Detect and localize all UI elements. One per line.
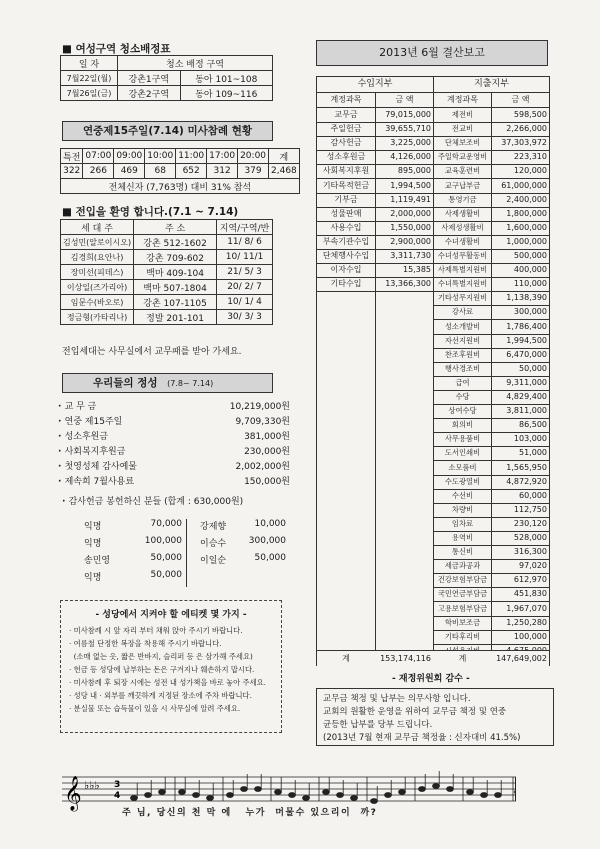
expense-amount: 1,786,400 bbox=[492, 320, 549, 335]
total-row bbox=[317, 650, 549, 666]
expense-total-label: 계 bbox=[458, 654, 467, 663]
offering-item: · 연중 제15주일 9,709,330원 bbox=[58, 415, 290, 430]
donor-row bbox=[78, 570, 182, 585]
cleaning-date: 7월26일(금) bbox=[61, 86, 118, 101]
committee-line: (2013년 7월 현재 교무금 책정율 : 신자대비 41.5%) bbox=[323, 733, 521, 743]
mass-header: 09:00 bbox=[114, 149, 145, 164]
income-account: 부속기관수입 bbox=[317, 235, 375, 250]
newcomer-name: 정금형(카타리나) bbox=[61, 310, 134, 325]
offering-value: 150,000원 bbox=[244, 477, 290, 487]
table-row bbox=[61, 310, 273, 325]
expense-account: 사제성생활비 bbox=[434, 221, 491, 236]
expense-account: 행사경조비 bbox=[434, 362, 491, 377]
cleaning-area: 강촌1구역 bbox=[118, 71, 181, 86]
expense-amount: 50,000 bbox=[492, 362, 549, 377]
income-account: 교무금 bbox=[317, 108, 375, 123]
expense-amount: 60,000 bbox=[492, 489, 549, 504]
note-head bbox=[385, 793, 392, 798]
col-header: 계정과목 bbox=[447, 95, 478, 104]
income-account: 주일헌금 bbox=[317, 122, 375, 137]
note-head bbox=[433, 784, 440, 789]
expense-amount: 2,266,000 bbox=[492, 122, 549, 137]
expense-amount: 451,830 bbox=[492, 587, 549, 602]
newcomers-header: 세 대 주 bbox=[61, 220, 134, 235]
income-amount: 15,385 bbox=[375, 263, 433, 278]
donation-title: · 감사헌금 봉헌하신 분들 (합계 : 630,000원) bbox=[62, 497, 244, 507]
newcomers-title: ■ 전입을 환영 합니다.(7.1 ~ 7.14) bbox=[62, 206, 239, 218]
offering-label: 연중 제15주일 bbox=[64, 417, 123, 427]
offering-value: 10,219,000원 bbox=[229, 402, 290, 412]
expense-amount: 612,970 bbox=[492, 573, 549, 588]
expense-amount: 1,138,390 bbox=[492, 291, 549, 306]
expense-amount: 37,303,972 bbox=[492, 136, 549, 151]
income-account: 기타목적헌금 bbox=[317, 179, 375, 194]
offering-item: · 교 무 금 10,219,000원 bbox=[58, 400, 290, 415]
expense-amount: 4,872,920 bbox=[492, 475, 549, 490]
expense-account: 수도광열비 bbox=[434, 475, 491, 490]
expense-account: 임차료 bbox=[434, 517, 491, 532]
expense-account: 기타후리비 bbox=[434, 630, 491, 645]
offering-label: 사회복지후원금 bbox=[64, 447, 126, 457]
note-head bbox=[179, 790, 186, 795]
mass-header: 계 bbox=[269, 149, 300, 164]
cleaning-table bbox=[60, 55, 273, 101]
etiquette-box bbox=[60, 600, 282, 733]
cleaning-building: 동아 101~108 bbox=[180, 71, 272, 86]
expense-account: 기타성무지원비 bbox=[434, 291, 491, 306]
table-row bbox=[61, 71, 273, 86]
cleaning-title: ■ 여성구역 청소배정표 bbox=[62, 43, 171, 55]
expense-amount: 9,311,000 bbox=[492, 376, 549, 391]
income-amount: 39,655,710 bbox=[375, 122, 433, 137]
mass-value: 652 bbox=[176, 164, 207, 179]
expense-account: 수당 bbox=[434, 390, 491, 405]
donor-amount: 100,000 bbox=[144, 536, 182, 546]
newcomers-note: 전입세대는 사무실에서 교무패를 받아 가세요. bbox=[62, 347, 242, 357]
income-account: 기타수입 bbox=[317, 277, 375, 292]
income-total: 153,174,116 bbox=[380, 654, 431, 663]
etiquette-title: - 성당에서 지켜야 할 에티켓 몇 가지 - bbox=[95, 610, 247, 620]
mass-note: 전체신자 (7,763명) 대비 31% 참석 bbox=[61, 179, 300, 194]
note-head bbox=[351, 796, 358, 801]
offerings-title: 우리들의 정성 bbox=[93, 377, 158, 389]
income-amount: 895,000 bbox=[375, 164, 433, 179]
expense-amount: 598,500 bbox=[492, 108, 549, 123]
newcomer-address: 강촌 512-1602 bbox=[134, 235, 217, 250]
expense-account: 수선비 bbox=[434, 489, 491, 504]
offering-value: 2,002,000원 bbox=[235, 462, 290, 472]
offering-value: 9,709,330원 bbox=[235, 417, 290, 427]
income-amount: 2,900,000 bbox=[375, 235, 433, 250]
donors-divider bbox=[186, 519, 187, 587]
income-amount: 3,225,000 bbox=[375, 136, 433, 151]
cleaning-date: 7월22일(월) bbox=[61, 71, 118, 86]
expense-amount: 86,500 bbox=[492, 418, 549, 433]
newcomers-header: 주 소 bbox=[134, 220, 217, 235]
table-row bbox=[61, 235, 273, 250]
income-account: 사회복지후원 bbox=[317, 164, 375, 179]
flat-icon: ♭♭♭ bbox=[84, 779, 100, 792]
table-row bbox=[61, 86, 273, 101]
newcomer-area: 30/ 3/ 3 bbox=[217, 310, 273, 325]
income-account: 기부금 bbox=[317, 193, 375, 208]
expense-amount: 3,811,000 bbox=[492, 404, 549, 419]
newcomer-name: 이상일(즈가리아) bbox=[61, 280, 134, 295]
donor-amount: 10,000 bbox=[254, 519, 286, 529]
note-head bbox=[207, 796, 214, 801]
offering-label: 성소후원금 bbox=[64, 432, 109, 442]
donor-amount: 50,000 bbox=[150, 553, 182, 563]
expense-account: 사제생활비 bbox=[434, 207, 491, 222]
donors-list bbox=[78, 519, 286, 587]
expense-amount: 1,600,000 bbox=[492, 221, 549, 236]
expense-account: 소모품비 bbox=[434, 461, 491, 476]
newcomer-address: 백마 409-104 bbox=[134, 265, 217, 280]
col-header: 금 액 bbox=[511, 95, 530, 104]
donor-name: 익명 bbox=[84, 539, 102, 549]
lyrics: 주 님, 당신의 천 막 에 누가 머물수 있으리이 까? bbox=[122, 808, 378, 818]
finance-title: 2013년 6월 결산보고 bbox=[316, 40, 548, 66]
mass-value: 322 bbox=[61, 164, 83, 179]
expense-amount: 120,000 bbox=[492, 164, 549, 179]
notes bbox=[131, 771, 516, 803]
expense-account: 주일학교운영비 bbox=[434, 150, 491, 165]
income-account: 이자수입 bbox=[317, 263, 375, 278]
note-head bbox=[323, 790, 330, 795]
income-account: 성소후원금 bbox=[317, 150, 375, 165]
expense-account: 수녀생활비 bbox=[434, 235, 491, 250]
newcomer-address: 정발 201-101 bbox=[134, 310, 217, 325]
expense-account: 강사료 bbox=[434, 305, 491, 320]
cleaning-area: 강촌2구역 bbox=[118, 86, 181, 101]
expense-amount: 4,829,400 bbox=[492, 390, 549, 405]
mass-value: 68 bbox=[145, 164, 176, 179]
income-account: 단체행사수입 bbox=[317, 249, 375, 264]
newcomer-address: 백마 507-1804 bbox=[134, 280, 217, 295]
etiquette-item: · 미사참례 시 앞 자리 부터 채워 앉아 주시기 바랍니다. bbox=[69, 626, 243, 635]
expense-account: 국민연금부담금 bbox=[434, 587, 491, 602]
offering-label: 교 무 금 bbox=[64, 402, 97, 412]
donor-row bbox=[78, 553, 182, 568]
treble-clef-icon: 𝄞 bbox=[64, 776, 82, 811]
donor-name: 이승수 bbox=[200, 539, 227, 549]
mass-value: 312 bbox=[207, 164, 238, 179]
newcomer-address: 강촌 107-1105 bbox=[134, 295, 217, 310]
note-head bbox=[467, 790, 474, 795]
committee-title: - 재정위원회 감수 - bbox=[392, 674, 470, 684]
expense-account: 통영기금 bbox=[434, 193, 491, 208]
note-head bbox=[337, 793, 344, 798]
note-head bbox=[481, 793, 488, 798]
note-head bbox=[399, 790, 406, 795]
note-head bbox=[193, 793, 200, 798]
note-head bbox=[145, 793, 152, 798]
newcomers-header: 지역/구역/반 bbox=[217, 220, 273, 235]
committee-line: 균등한 납부를 당부 드립니다. bbox=[323, 720, 433, 730]
offerings-period: (7.8~ 7.14) bbox=[167, 379, 214, 388]
expense-amount: 1,565,950 bbox=[492, 461, 549, 476]
income-amount: 1,119,491 bbox=[375, 193, 433, 208]
cleaning-header: 일 자 bbox=[61, 56, 118, 71]
expense-amount: 6,470,000 bbox=[492, 348, 549, 363]
note-head bbox=[447, 787, 454, 792]
offering-item: · 제속희 7월사용료 150,000원 bbox=[58, 475, 290, 490]
donor-row bbox=[194, 553, 286, 568]
svg-text:4: 4 bbox=[114, 791, 121, 801]
income-amount: 2,000,000 bbox=[375, 207, 433, 222]
expense-account: 자선지원비 bbox=[434, 334, 491, 349]
committee-line: 교회의 원활한 운영을 위하여 교무금 책정 및 연중 bbox=[323, 707, 507, 717]
expense-amount: 1,800,000 bbox=[492, 207, 549, 222]
income-header: 수입지부 bbox=[317, 77, 433, 93]
mass-value: 379 bbox=[238, 164, 269, 179]
expense-amount: 2,400,000 bbox=[492, 193, 549, 208]
cleaning-header: 청소 배정 구역 bbox=[118, 56, 273, 71]
offering-item: · 첫영성체 감사예물 2,002,000원 bbox=[58, 460, 290, 475]
mass-value: 266 bbox=[83, 164, 114, 179]
time-signature-icon: 3 bbox=[114, 780, 121, 790]
income-account: 사용수입 bbox=[317, 221, 375, 236]
expense-amount: 61,000,000 bbox=[492, 179, 549, 194]
expense-account: 학비보조금 bbox=[434, 616, 491, 631]
newcomer-address: 강촌 709-602 bbox=[134, 250, 217, 265]
expense-account: 사제특별지원비 bbox=[434, 263, 491, 278]
donor-name: 익명 bbox=[84, 573, 102, 583]
newcomer-name: 임문수(바오로) bbox=[61, 295, 134, 310]
expense-account: 교육훈련비 bbox=[434, 164, 491, 179]
offering-item: · 사회복지후원금 230,000원 bbox=[58, 445, 290, 460]
note-head bbox=[159, 790, 166, 795]
mass-header: 특전 bbox=[61, 149, 83, 164]
expense-amount: 230,120 bbox=[492, 517, 549, 532]
expense-account: 성소개발비 bbox=[434, 320, 491, 335]
note-head bbox=[419, 787, 426, 792]
donation-title-text: 감사헌금 봉헌하신 분들 (합계 : 630,000원) bbox=[68, 497, 244, 507]
newcomers-table bbox=[60, 219, 273, 325]
income-account: 감사헌금 bbox=[317, 136, 375, 151]
table-row bbox=[61, 250, 273, 265]
offering-label: 제속희 7월사용료 bbox=[64, 477, 135, 487]
expense-amount: 300,000 bbox=[492, 305, 549, 320]
expense-account: 사무용품비 bbox=[434, 432, 491, 447]
newcomer-name: 장미선(피데스) bbox=[61, 265, 134, 280]
table-row bbox=[61, 295, 273, 310]
expense-account: 교구납부금 bbox=[434, 179, 491, 194]
expense-account: 수녀특별지원비 bbox=[434, 277, 491, 292]
expense-account: 건강보험부담금 bbox=[434, 573, 491, 588]
income-total-label: 계 bbox=[342, 654, 350, 663]
expense-account: 용역비 bbox=[434, 531, 491, 546]
expense-amount: 1,967,070 bbox=[492, 602, 549, 617]
donor-row bbox=[194, 519, 286, 534]
income-account: 성물판매 bbox=[317, 207, 375, 222]
mass-header: 20:00 bbox=[238, 149, 269, 164]
note-head bbox=[371, 799, 378, 804]
expense-account: 회의비 bbox=[434, 418, 491, 433]
expense-amount: 110,000 bbox=[492, 277, 549, 292]
newcomer-area: 20/ 2/ 7 bbox=[217, 280, 273, 295]
expense-account: 찬조후원비 bbox=[434, 348, 491, 363]
table-row bbox=[61, 265, 273, 280]
income-amount: 3,311,730 bbox=[375, 249, 433, 264]
donor-row bbox=[78, 519, 182, 534]
income-amount: 1,994,500 bbox=[375, 179, 433, 194]
note-head bbox=[131, 796, 138, 801]
newcomer-area: 21/ 5/ 3 bbox=[217, 265, 273, 280]
expense-account: 도서인쇄비 bbox=[434, 446, 491, 461]
donor-amount: 50,000 bbox=[254, 553, 286, 563]
income-amount: 13,366,300 bbox=[375, 277, 433, 292]
cleaning-building: 동아 109~116 bbox=[180, 86, 272, 101]
newcomer-name: 김경희(요안나) bbox=[61, 250, 134, 265]
expense-amount: 223,310 bbox=[492, 150, 549, 165]
committee-line: 교무금 책정 및 납부는 의무사항 입니다. bbox=[323, 694, 471, 704]
expense-header: 지출지부 bbox=[434, 77, 549, 93]
income-amount: 79,015,000 bbox=[375, 108, 433, 123]
expense-amount: 1,250,280 bbox=[492, 616, 549, 631]
donor-amount: 70,000 bbox=[150, 519, 182, 529]
col-header: 계정과목 bbox=[330, 95, 362, 104]
donor-row bbox=[194, 536, 286, 551]
mass-value: 2,468 bbox=[269, 164, 300, 179]
mass-title: 연중제15주일(7.14) 미사참례 현황 bbox=[62, 121, 273, 141]
note-head bbox=[227, 793, 234, 798]
expense-amount: 400,000 bbox=[492, 263, 549, 278]
etiquette-item: · 분실물 또는 습득물이 있을 시 사무실에 알려 주세요. bbox=[69, 704, 241, 713]
expense-amount: 500,000 bbox=[492, 249, 549, 264]
mass-header: 17:00 bbox=[207, 149, 238, 164]
etiquette-item: · 성당 내 · 외부를 깨끗하게 지정된 장소에 주차 바랍니다. bbox=[69, 691, 252, 700]
expense-amount: 316,300 bbox=[492, 545, 549, 560]
note-head bbox=[289, 793, 296, 798]
expense-account: 차량비 bbox=[434, 503, 491, 518]
expense-amount: 112,750 bbox=[492, 503, 549, 518]
mass-header: 07:00 bbox=[83, 149, 114, 164]
expense-account: 세금과공과 bbox=[434, 559, 491, 574]
donor-row bbox=[78, 536, 182, 551]
donor-name: 이일순 bbox=[200, 556, 227, 566]
donor-name: 강제향 bbox=[200, 522, 227, 532]
expense-account: 제전비 bbox=[434, 108, 491, 123]
donor-amount: 300,000 bbox=[248, 536, 286, 546]
committee-box bbox=[316, 688, 554, 746]
income-amount: 1,550,000 bbox=[375, 221, 433, 236]
newcomer-area: 11/ 8/ 6 bbox=[217, 235, 273, 250]
mass-value: 469 bbox=[114, 164, 145, 179]
donor-amount: 50,000 bbox=[150, 570, 182, 580]
mass-header: 10:00 bbox=[145, 149, 176, 164]
offering-value: 381,000원 bbox=[244, 432, 290, 442]
expense-account: 통신비 bbox=[434, 545, 491, 560]
donor-name: 송민영 bbox=[84, 556, 111, 566]
expense-amount: 1,000,000 bbox=[492, 235, 549, 250]
offerings-header bbox=[62, 373, 273, 393]
offerings-list bbox=[58, 400, 290, 490]
expense-account: 급여 bbox=[434, 376, 491, 391]
offering-item: · 성소후원금 381,000원 bbox=[58, 430, 290, 445]
note-head bbox=[495, 793, 502, 798]
expense-amount: 103,000 bbox=[492, 432, 549, 447]
expense-amount: 100,000 bbox=[492, 630, 549, 645]
newcomer-name: 김성민(알로이시오) bbox=[61, 235, 134, 250]
expense-account: 전교비 bbox=[434, 122, 491, 137]
note-head bbox=[241, 787, 248, 792]
etiquette-item: · 헌금 등 성당에 납부하는 돈은 구겨지나 훼손하지 맙시다. bbox=[69, 665, 255, 674]
expense-amount: 51,000 bbox=[492, 446, 549, 461]
mass-header: 11:00 bbox=[176, 149, 207, 164]
mass-table bbox=[60, 148, 300, 194]
expense-account: 상여수당 bbox=[434, 404, 491, 419]
expense-total: 147,649,002 bbox=[496, 654, 547, 663]
note-head bbox=[303, 796, 310, 801]
expense-account: 수녀성무활동비 bbox=[434, 249, 491, 264]
etiquette-item: (소매 없는 옷, 짧은 반바지, 슬리퍼 등 은 삼가해 주세요) bbox=[69, 652, 253, 661]
expense-amount: 1,994,500 bbox=[492, 334, 549, 349]
table-row bbox=[61, 280, 273, 295]
note-head bbox=[255, 787, 262, 792]
etiquette-item: · 여름철 단정한 복장을 착용해 주시기 바랍니다. bbox=[69, 639, 222, 648]
note-head bbox=[275, 790, 282, 795]
etiquette-item: · 미사참례 후 퇴장 시에는 성전 내 성가책을 바로 놓아 주세요. bbox=[69, 678, 267, 687]
expense-amount: 528,000 bbox=[492, 531, 549, 546]
offering-label: 첫영성체 감사예물 bbox=[64, 462, 137, 472]
note-head bbox=[515, 790, 516, 795]
expense-account: 고용보험부담금 bbox=[434, 602, 491, 617]
newcomer-area: 10/ 11/1 bbox=[217, 250, 273, 265]
finance-table bbox=[316, 76, 550, 666]
income-amount: 4,126,000 bbox=[375, 150, 433, 165]
expense-account: 단체보조비 bbox=[434, 136, 491, 151]
newcomer-area: 10/ 1/ 4 bbox=[217, 295, 273, 310]
donor-name: 익명 bbox=[84, 522, 102, 532]
offering-value: 230,000원 bbox=[244, 447, 290, 457]
expense-amount: 97,020 bbox=[492, 559, 549, 574]
col-header: 금 액 bbox=[395, 95, 414, 104]
